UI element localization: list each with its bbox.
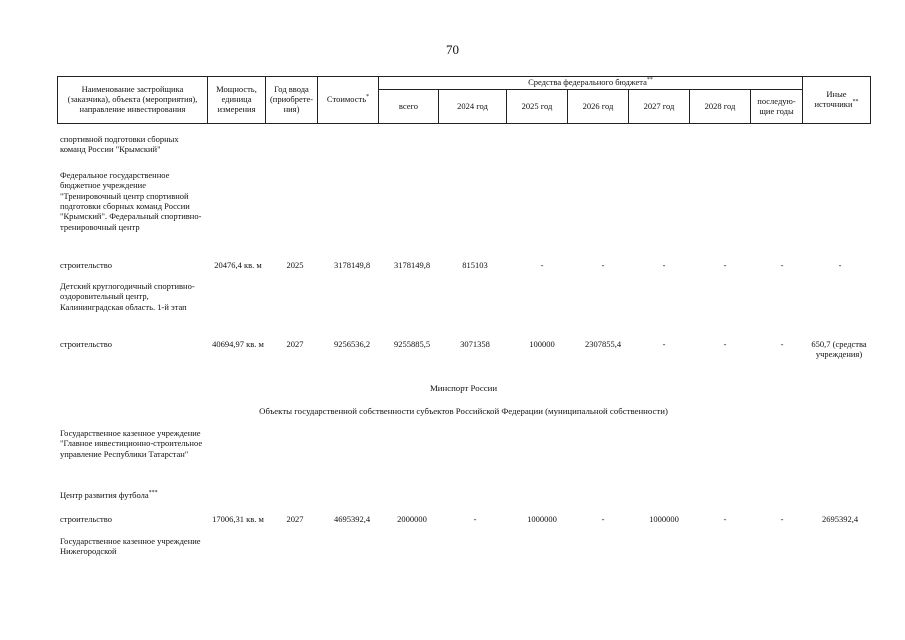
header-later-years: последую-щие годы xyxy=(751,90,803,124)
value-2026: - xyxy=(601,260,605,270)
header-2024: 2024 год xyxy=(439,90,507,124)
header-cost: Стоимость* xyxy=(318,77,379,124)
year-value: 2027 xyxy=(286,339,304,349)
value-2027: - xyxy=(662,339,666,349)
value-2027: - xyxy=(662,260,666,270)
value-other: 650,7 (средства учреждения) xyxy=(811,339,867,360)
header-year: Год ввода (приобрете-ния) xyxy=(266,77,318,124)
value-2024: 815103 xyxy=(462,260,488,270)
value-2025: 1000000 xyxy=(527,514,557,524)
row-construction-label: строительство xyxy=(60,339,112,349)
section-heading: Минспорт России xyxy=(429,383,498,393)
header-2025: 2025 год xyxy=(507,90,568,124)
value-2027: 1000000 xyxy=(649,514,679,524)
value-2024: - xyxy=(473,514,477,524)
row-text: Государственное казенное учреждение "Главное инвестиционно-строительное управление Республики Татарстан" xyxy=(60,428,203,459)
header-total: всего xyxy=(379,90,439,124)
row-construction-label: строительство xyxy=(60,260,112,270)
value-later: - xyxy=(780,339,784,349)
row-construction-label: строительство xyxy=(60,514,112,524)
value-2028: - xyxy=(723,514,727,524)
row-text: Центр развития футбола*** xyxy=(60,490,158,500)
header-2026: 2026 год xyxy=(568,90,629,124)
header-name: Наименование застройщика (заказчика), объекта (мероприятия), направление инвестирования xyxy=(58,77,208,124)
page-number: 70 xyxy=(446,42,459,57)
capacity-value: 20476,4 кв. м xyxy=(214,260,262,270)
section-subheading: Объекты государственной собственности субъектов Российской Федерации (муниципальной собственности) xyxy=(259,406,668,416)
header-capacity: Мощность, единица измерения xyxy=(208,77,266,124)
row-text: Государственное казенное учреждение Нижегородской xyxy=(60,536,201,557)
value-2026: - xyxy=(601,514,605,524)
cost-value: 4695392,4 xyxy=(333,514,371,524)
value-other: - xyxy=(838,260,842,270)
value-2024: 3071358 xyxy=(460,339,490,349)
value-later: - xyxy=(780,514,784,524)
total-value: 2000000 xyxy=(397,514,427,524)
value-2026: 2307855,4 xyxy=(584,339,622,349)
value-2028: - xyxy=(723,260,727,270)
header-other-sources: Иные источники** xyxy=(803,77,871,124)
row-text: Детский круглогодичный спортивно-оздоровительный центр, Калининградская область. 1-й этап xyxy=(60,281,195,312)
year-value: 2025 xyxy=(286,260,304,270)
header-2027: 2027 год xyxy=(629,90,690,124)
capacity-value: 17006,31 кв. м xyxy=(212,514,264,524)
cost-value: 9256536,2 xyxy=(333,339,371,349)
header-federal-budget: Средства федерального бюджета** xyxy=(379,77,803,90)
value-2028: - xyxy=(723,339,727,349)
value-2025: - xyxy=(540,260,544,270)
total-value: 3178149,8 xyxy=(393,260,431,270)
header-2028: 2028 год xyxy=(690,90,751,124)
row-text: спортивной подготовки сборных команд России "Крымский" xyxy=(60,134,179,155)
value-later: - xyxy=(780,260,784,270)
capacity-value: 40694,97 кв. м xyxy=(212,339,264,349)
row-text: Федеральное государственное бюджетное учреждение "Тренировочный центр спортивной подготовки сборных команд России "Крымский". Федеральный спортивно-тренировочный центр xyxy=(60,170,202,232)
cost-value: 3178149,8 xyxy=(333,260,371,270)
value-2025: 100000 xyxy=(529,339,555,349)
year-value: 2027 xyxy=(286,514,304,524)
total-value: 9255885,5 xyxy=(393,339,431,349)
value-other: 2695392,4 xyxy=(821,514,859,524)
